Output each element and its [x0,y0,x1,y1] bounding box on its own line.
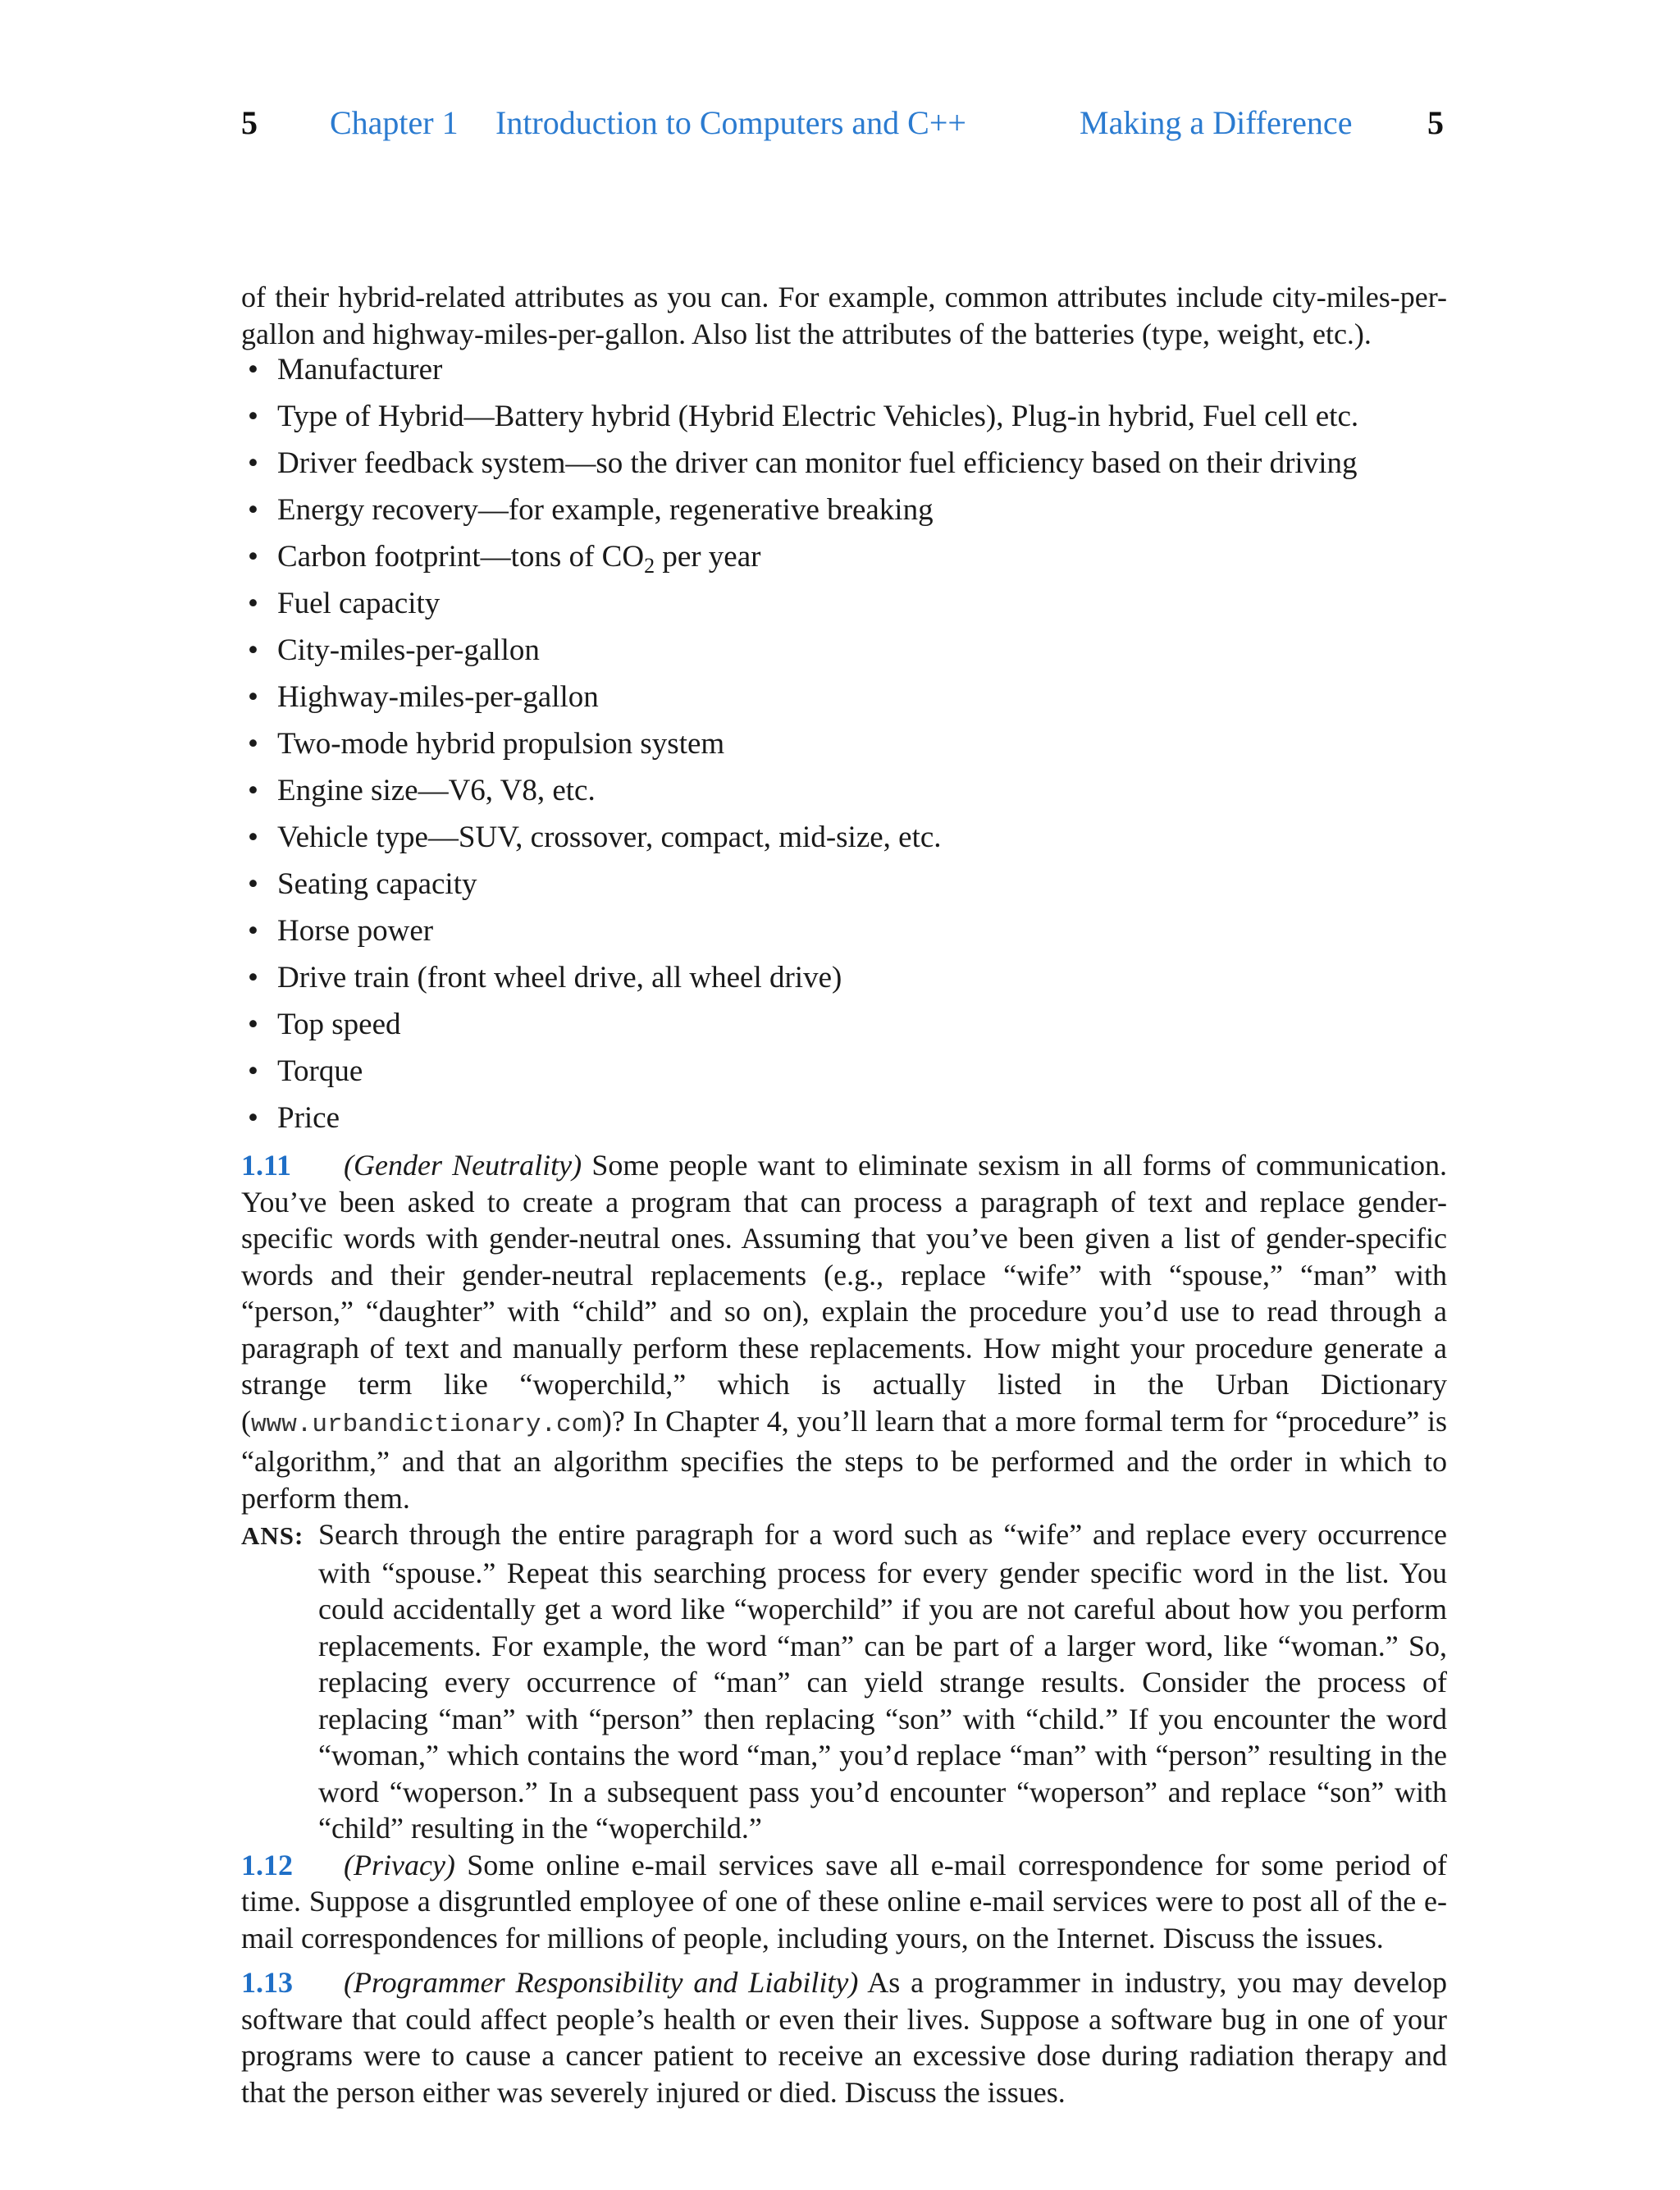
list-item: • Driver feedback system—so the driver can monitor fuel efficiency based on their driving [248,446,1358,480]
list-item-carbon: • Carbon footprint—tons of $CO_2$ per year [248,540,761,578]
bullet-icon: • [248,353,258,386]
exercise-title: (Programmer Responsibility and Liability) [344,1966,859,1999]
exercise-number: 1.11 [241,1149,292,1182]
list-item: • Manufacturer [248,353,443,386]
list-item: • Two-mode hybrid propulsion system [248,727,725,761]
list-item: • Price [248,1101,340,1135]
list-item: • Vehicle type—SUV, crossover, compact, mid-size, etc. [248,821,942,854]
list-item: • Highway-miles-per-gallon [248,680,599,714]
bullet-icon: • [248,774,258,807]
list-item: • Fuel capacity [248,587,441,620]
chapter-title: Introduction to Computers and C++ [495,104,966,141]
list-item: • Seating capacity [248,867,477,901]
exercise-title: (Privacy) [344,1848,455,1881]
answer-label: ANS: [241,1521,304,1550]
list-item: • Engine size—V6, V8, etc. [248,774,596,807]
page-number-left: 5 [241,104,258,141]
bullet-icon: • [248,493,258,527]
intro-paragraph: of their hybrid-related attributes as you can. For example, common attributes include city-miles-per-gallon and highway-miles-per-gallon. Also list the attributes of the batteries (type, weight, etc.). [241,281,1447,350]
answer-1-11 [241,1516,1447,1847]
bullet-icon: • [248,1054,258,1088]
section-title: Making a Difference [1080,104,1353,141]
list-item: • Top speed [248,1008,401,1041]
bullet-icon: • [248,540,258,574]
url-text: www.urbandictionary.com [251,1410,602,1439]
exercise-1-12: 1.12 (Privacy) Some online e-mail services save all e-mail correspondence for some period of time. Suppose a disgruntled employee of one of these online e-mail services were to post all of the e-mail correspondences for millions of people, including yours, on the Internet. Discuss the issues. [241,1848,1447,1955]
answer-text: Search through the entire paragraph for a word such as “wife” and replace every occurrence with “spouse.” Repeat this searching process for every gender specific word in the list. You could accidentally get a word like “woperchild” if you are not careful about how you perform replacements. For example, the word “man” can be part of a larger word, like “woman.” So, replacing every occurrence of “man” can yield strange results. Consider the process of replacing “man” with “person” then replacing “son” with “child.” If you encounter the word “woman,” which contains the word “man,” you’d replace “man” with “person” resulting in the word “woperson.” In a subsequent pass you’d encounter “woperson” and replace “son” with “child” resulting in the “woperchild.” [318,1518,1447,1845]
chapter-label: Chapter 1 [330,104,459,141]
exercise-number: 1.13 [241,1966,293,1999]
exercise-number: 1.12 [241,1848,293,1881]
list-item: • Energy recovery—for example, regenerative breaking [248,493,934,527]
bullet-icon: • [248,914,258,948]
bullet-icon: • [248,400,258,433]
list-item: • Torque [248,1054,363,1088]
bullet-icon: • [248,1008,258,1041]
bullet-icon: • [248,587,258,620]
list-item: • City-miles-per-gallon [248,633,540,667]
list-item: • Horse power [248,914,434,948]
exercise-1-11: 1.11 (Gender Neutrality) Some people want to eliminate sexism in all forms of communication. You’ve been asked to create a program that can process a paragraph of text and replace gender-specific words with gender-neutral ones. Assuming that you’ve been given a list of gender-specific words and their gender-neutral replacements (e.g., replace “wife” with “spouse,” “man” with “person,” “daughter” with “child” and so on), explain the procedure you’d use to read through a paragraph of text and manually perform these replacements. How might your procedure generate a strange term like “woperchild,” which is actually listed in the Urban Dictionary (www.urbandictionary.com)? In Chapter 4, you’ll learn that a more formal term for “procedure” is “algorithm,” and that an algorithm specifies the steps to be performed and the order in which to perform them. [241,1149,1447,1515]
bullet-icon: • [248,1101,258,1135]
exercise-1-13: 1.13 (Programmer Responsibility and Liability) As a programmer in industry, you may develop software that could affect people’s health or even their lives. Suppose a software bug in one of your programs were to cause a cancer patient to receive an excessive dose during radiation therapy and that the person either was severely injured or died. Discuss the issues. [241,1966,1448,2109]
exercise-title: (Gender Neutrality) [344,1149,582,1182]
hybrid-attribute-list [241,352,1447,1147]
bullet-icon: • [248,821,258,854]
bullet-icon: • [248,867,258,901]
list-item: • Drive train (front wheel drive, all wheel drive) [248,961,842,994]
running-header [241,100,1444,146]
list-item: • Type of Hybrid—Battery hybrid (Hybrid Electric Vehicles), Plug-in hybrid, Fuel cell etc. [248,400,1359,433]
page-number-right: 5 [1427,104,1444,141]
bullet-icon: • [248,727,258,761]
bullet-icon: • [248,446,258,480]
page-body [241,279,1447,2110]
bullet-icon: • [248,633,258,667]
bullet-icon: • [248,961,258,994]
bullet-icon: • [248,680,258,714]
